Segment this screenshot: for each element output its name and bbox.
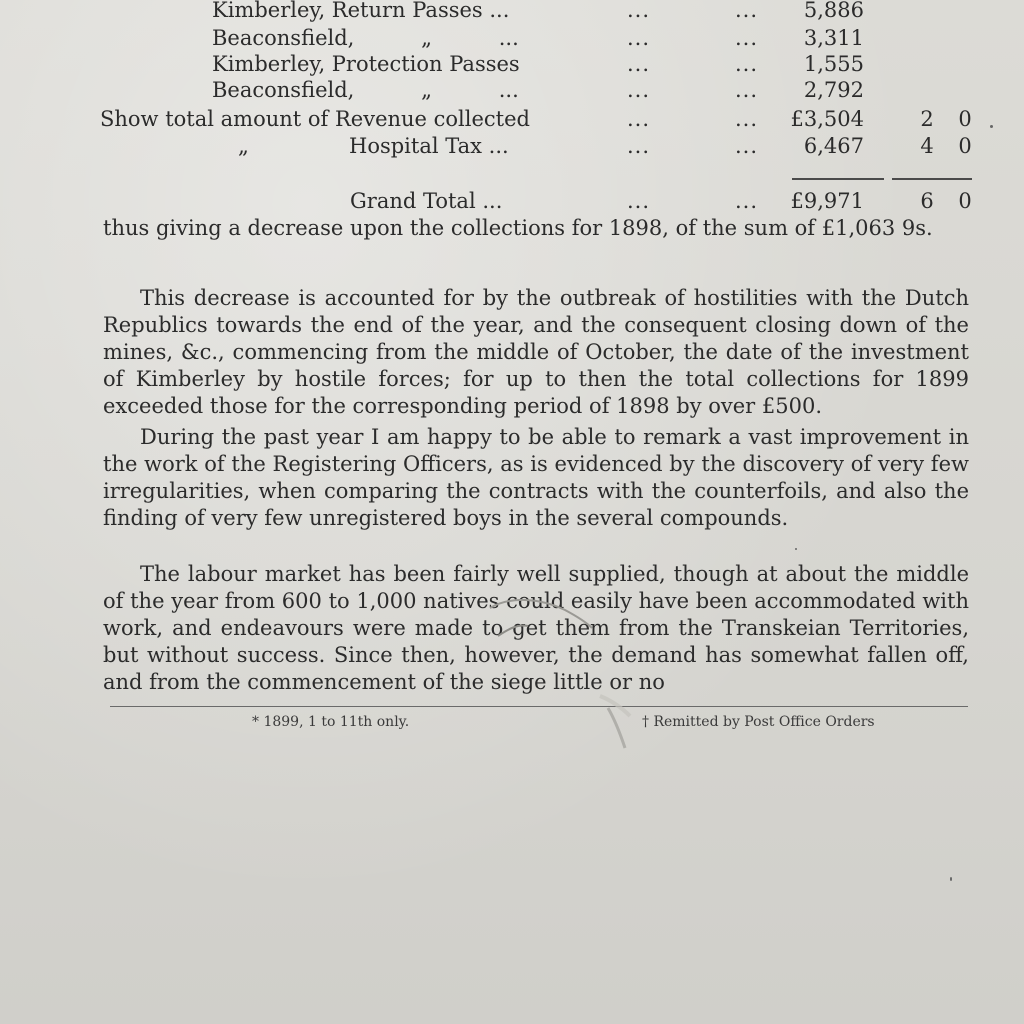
paragraph-decrease-summary: thus giving a decrease upon the collections for 1898, of the sum of £1,063 9s. xyxy=(103,216,933,240)
ledger-amount: 2,792 xyxy=(803,78,864,102)
ledger-row-revenue-total xyxy=(0,106,1024,132)
ledger-pence: 0 xyxy=(958,134,972,158)
ledger-leader: ... xyxy=(627,189,651,213)
total-rule-pounds xyxy=(792,178,884,180)
ledger-label: Kimberley, Return Passes ... xyxy=(212,0,510,22)
ledger-amount: 1,555 xyxy=(803,52,864,76)
ledger-label: Beaconsfield, „ ... xyxy=(212,78,519,102)
ledger-row-hospital-tax xyxy=(0,133,1024,159)
paper-tear-mark xyxy=(470,588,660,758)
paragraph-labour-market: The labour market has been fairly well supplied, though at about the middle of the year from 600 to 1,000 natives could easily have been accommodated with work, and endeavours were made to get them from the Transkeian Territories, but without success. Since then, however, the demand has somewhat fallen off, and from the commencement of the siege little or no xyxy=(103,562,969,694)
ledger-amount: 5,886 xyxy=(803,0,864,22)
footnote-left: * 1899, 1 to 11th only. xyxy=(252,714,410,730)
grand-total-amount: £9,971 xyxy=(790,189,864,213)
paper-speck xyxy=(950,877,952,881)
paragraph-registering-officers: During the past year I am happy to be able to remark a vast improvement in the work of the Registering Officers, as is evidenced by the discovery of very few irregularities, when comparing the contracts with the counterfoils, and also the finding of very few unregistered boys in the several compounds. xyxy=(103,425,969,530)
ledger-leader: ... xyxy=(627,107,651,131)
ledger-leader: ... xyxy=(735,107,759,131)
ledger-leader: ... xyxy=(735,134,759,158)
ledger-row-kimberley-return xyxy=(0,0,1024,23)
paper-speck xyxy=(990,125,993,128)
footnote-right: † Remitted by Post Office Orders xyxy=(642,714,875,730)
grand-total-pence: 0 xyxy=(958,189,972,213)
paper-speck xyxy=(795,548,797,550)
ledger-leader: ... xyxy=(735,0,759,22)
grand-total-shillings: 6 xyxy=(920,189,934,213)
ledger-leader: ... xyxy=(735,78,759,102)
ledger-pence: 0 xyxy=(958,107,972,131)
ledger-row-kimberley-protection xyxy=(0,51,1024,77)
ledger-leader: ... xyxy=(735,26,759,50)
total-rule-shillings-pence xyxy=(892,178,972,180)
ledger-leader: ... xyxy=(627,78,651,102)
ledger-leader: ... xyxy=(627,0,651,22)
ledger-leader: ... xyxy=(735,189,759,213)
ledger-row-beaconsfield-return xyxy=(0,25,1024,51)
ledger-leader: ... xyxy=(627,134,651,158)
ledger-label: Kimberley, Protection Passes xyxy=(212,52,520,76)
ledger-amount: £3,504 xyxy=(790,107,864,131)
ledger-leader: ... xyxy=(627,52,651,76)
ledger-amount: 6,467 xyxy=(803,134,864,158)
ledger-label: Beaconsfield, „ ... xyxy=(212,26,519,50)
grand-total-label: Grand Total ... xyxy=(350,189,503,213)
ledger-label: „ Hospital Tax ... xyxy=(238,134,509,158)
ledger-leader: ... xyxy=(627,26,651,50)
ledger-leader: ... xyxy=(735,52,759,76)
ledger-amount: 3,311 xyxy=(803,26,864,50)
ledger-row-grand-total xyxy=(0,188,1024,214)
ledger-shillings: 4 xyxy=(920,134,934,158)
paragraph-hostilities: This decrease is accounted for by the outbreak of hostilities with the Dutch Republics towards the end of the year, and the consequent closing down of the mines, &c., commencing from the middle of October, the date of the investment of Kimberley by hostile forces; for up to then the total collections for 1899 exceeded those for the corresponding period of 1898 by over £500. xyxy=(103,286,969,418)
ledger-shillings: 2 xyxy=(920,107,934,131)
ledger-row-beaconsfield-protection xyxy=(0,77,1024,103)
ledger-label: Show total amount of Revenue collected xyxy=(100,107,530,131)
